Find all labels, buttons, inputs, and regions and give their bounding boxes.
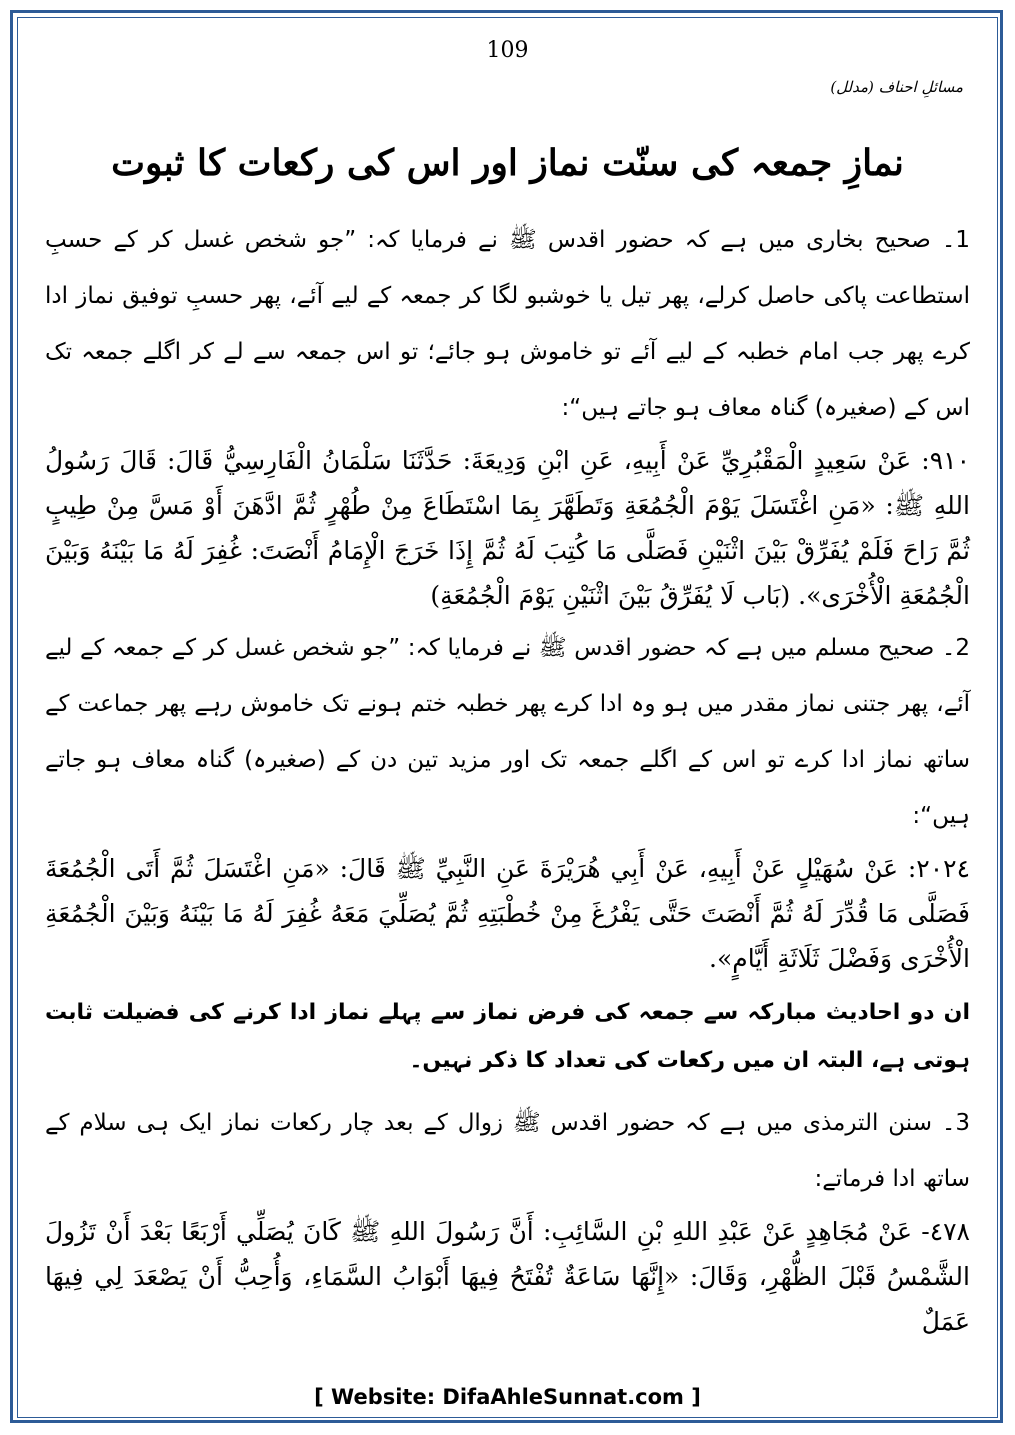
page-title: نمازِ جمعہ کی سنّت نماز اور اس کی رکعات کا ثبوت xyxy=(111,142,904,184)
paragraph-muslim-arabic: ٢٠٢٤: عَنْ سُهَيْلٍ عَنْ أَبِيهِ، عَنْ أَبِي هُرَيْرَةَ عَنِ النَّبِيِّ ﷺ قَالَ: «مَنِ اغْتَسَلَ ثُمَّ أَتَى الْجُمُعَةَ فَصَلَّى مَا قُدِّرَ لَهُ ثُمَّ أَنْصَتَ حَتَّى يَفْرُغَ مِنْ خُطْبَتِهِ ثُمَّ يُصَلِّيَ مَعَهُ غُفِرَ لَهُ مَا بَيْنَهُ وَبَيْنَ الْجُمُعَةِ الْأُخْرَى وَفَضْلَ ثَلَاثَةِ أَيَّامٍ». xyxy=(45,854,970,973)
paragraph-tirmidhi-urdu: 3۔ سنن الترمذی میں ہے کہ حضور اقدس ﷺ زوال کے بعد چار رکعات نماز ایک ہی سلام کے ساتھ ادا فرماتے: xyxy=(45,1110,970,1192)
page-number: 109 xyxy=(486,38,529,63)
paragraph-note: ان دو احادیث مبارکہ سے جمعہ کی فرض نماز سے پہلے نماز ادا کرنے کی فضیلت ثابت ہوتی ہے، البتہ ان میں رکعات کی تعداد کا ذکر نہیں۔ xyxy=(45,1000,970,1073)
running-header: مسائلِ احناف (مدلل) xyxy=(830,78,963,96)
paragraph-bukhari-urdu: 1۔ صحیح بخاری میں ہے کہ حضور اقدس ﷺ نے فرمایا کہ: ”جو شخص غسل کر کے حسبِ استطاعت پاکی حاصل کرلے، پھر تیل یا خوشبو لگا کر جمعہ کے لیے آئے، پھر حسبِ توفیق نماز ادا کرے پھر جب امام خطبہ کے لیے آئے تو خاموش ہو جائے؛ تو اس جمعہ سے لے کر اگلے جمعہ تک اس کے (صغیرہ) گناہ معاف ہو جاتے ہیں“: xyxy=(45,227,970,421)
document-body xyxy=(45,212,970,1346)
paragraph-muslim-urdu: 2۔ صحیح مسلم میں ہے کہ حضور اقدس ﷺ نے فرمایا کہ: ”جو شخص غسل کر کے جمعہ کے لیے آئے، پھر جتنی نماز مقدر میں ہو وہ ادا کرے پھر خطبہ ختم ہونے تک خاموش رہے پھر جماعت کے ساتھ نماز ادا کرے تو اس کے اگلے جمعہ تک اور مزید تین دن کے (صغیرہ) گناہ معاف ہو جاتے ہیں“: xyxy=(45,635,970,829)
website-footer: [ Website: DifaAhleSunnat.com ] xyxy=(314,1385,701,1409)
paragraph-bukhari-arabic: ٩١٠: عَنْ سَعِيدٍ الْمَقْبُرِيِّ عَنْ أَبِيهِ، عَنِ ابْنِ وَدِيعَةَ: حَدَّثَنَا سَلْمَانُ الْفَارِسِيُّ قَالَ: قَالَ رَسُولُ اللهِ ﷺ: «مَنِ اغْتَسَلَ يَوْمَ الْجُمُعَةِ وَتَطَهَّرَ بِمَا اسْتَطَاعَ مِنْ طُهْرٍ ثُمَّ ادَّهَنَ أَوْ مَسَّ مِنْ طِيبٍ ثُمَّ رَاحَ فَلَمْ يُفَرِّقْ بَيْنَ اثْنَيْنِ فَصَلَّى مَا كُتِبَ لَهُ ثُمَّ إِذَا خَرَجَ الْإِمَامُ أَنْصَتَ: غُفِرَ لَهُ مَا بَيْنَهُ وَبَيْنَ الْجُمُعَةِ الْأُخْرَى». (بَاب لَا يُفَرِّقُ بَيْنَ اثْنَيْنِ يَوْمَ الْجُمُعَةِ) xyxy=(45,446,971,610)
paragraph-tirmidhi-arabic: ٤٧٨- عَنْ مُجَاهِدٍ عَنْ عَبْدِ اللهِ بْنِ السَّائِبِ: أَنَّ رَسُولَ اللهِ ﷺ كَانَ يُصَلِّي أَرْبَعًا بَعْدَ أَنْ تَزُولَ الشَّمْسُ قَبْلَ الظُّهْرِ، وَقَالَ: «إِنَّهَا سَاعَةٌ تُفْتَحُ فِيهَا أَبْوَابُ السَّمَاءِ، وَأُحِبُّ أَنْ يَصْعَدَ لِي فِيهَا عَمَلٌ xyxy=(45,1217,970,1336)
